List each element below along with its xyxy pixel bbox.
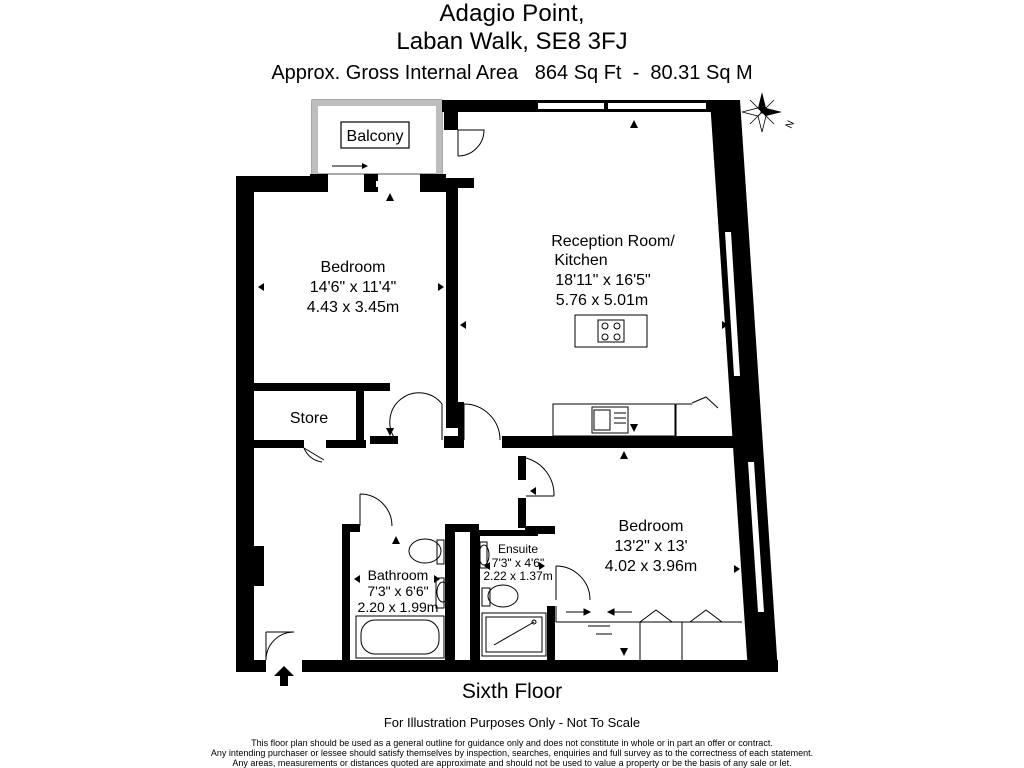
balcony-label: Balcony (346, 128, 404, 145)
property-address: Laban Walk, SE8 3FJ (396, 28, 628, 55)
bedroom1-dim-imperial: 14'6" x 11'4" (309, 279, 397, 296)
bedroom1-labels (307, 259, 400, 316)
floor-label: Sixth Floor (461, 680, 563, 703)
bedroom2-dim-metric: 4.02 x 3.96m (604, 558, 698, 575)
ensuite-name: Ensuite (497, 542, 539, 556)
store-label: Store (289, 410, 329, 427)
reception-room-labels (551, 233, 675, 309)
bathroom-dim-imperial: 7'3" x 6'6" (367, 583, 429, 599)
kitchen-fittings (553, 315, 675, 436)
bathroom-labels (358, 567, 439, 615)
walls (236, 100, 778, 672)
compass-north-label: N (783, 119, 797, 131)
reception-name-line1: Reception Room/ (551, 233, 675, 250)
bedroom2-dim-imperial: 13'2" x 13' (614, 538, 688, 555)
bathroom-name: Bathroom (367, 567, 429, 583)
disclaimer-line-3: Any areas, measurements or distances quoted are approximate and should not be used to value a property or be the basis of any sale or let. (232, 758, 792, 768)
gross-internal-area: Approx. Gross Internal Area 864 Sq Ft - 80.31 Sq M (271, 62, 753, 84)
illustration-note: For Illustration Purposes Only - Not To Scale (383, 715, 641, 730)
bedroom1-name: Bedroom (320, 259, 386, 276)
wardrobes (556, 606, 742, 660)
ensuite-dim-imperial: 7'3" x 4'6" (491, 556, 545, 570)
reception-dim-imperial: 18'11" x 16'5" (555, 272, 651, 289)
disclaimer-line-1: This floor plan should be used as a general outline for guidance only and does not constitute in whole or in part an offer or contract. (251, 738, 773, 748)
bedroom2-labels (605, 518, 698, 575)
reception-name-line2: Kitchen (554, 252, 608, 269)
disclaimer-line-2: Any intending purchaser or lessee should satisfy themselves by inspection, searches, enquiries and full survey as to the correctness of each statement. (210, 748, 814, 758)
balcony (312, 100, 442, 174)
ensuite-dim-metric: 2.22 x 1.37m (483, 569, 553, 583)
bathroom-dim-metric: 2.20 x 1.99m (357, 599, 439, 615)
bedroom1-dim-metric: 4.43 x 3.45m (306, 299, 400, 316)
property-name: Adagio Point, (439, 0, 585, 27)
compass-icon (742, 92, 782, 132)
ensuite-labels (483, 542, 552, 583)
reception-dim-metric: 5.76 x 5.01m (555, 292, 649, 309)
bedroom2-name: Bedroom (618, 518, 684, 535)
